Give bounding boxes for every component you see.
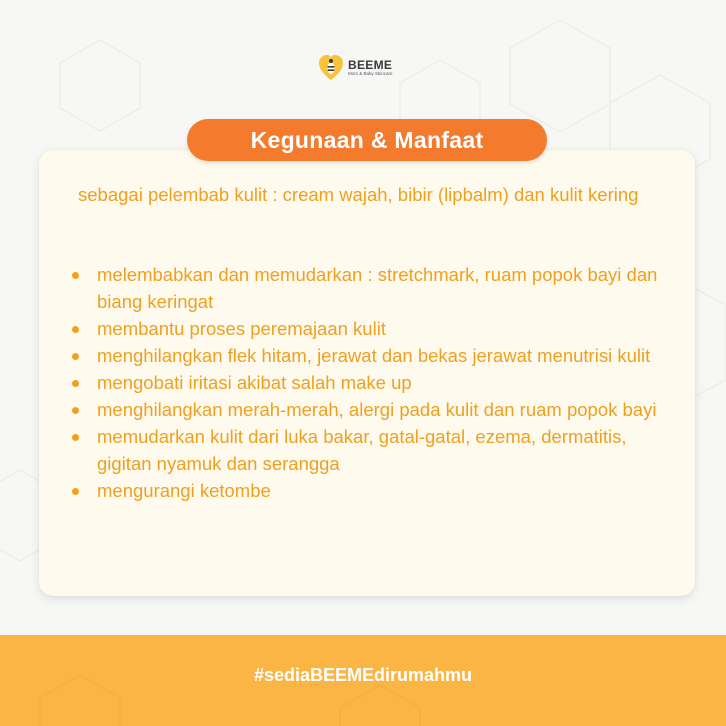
footer-banner [0, 635, 726, 726]
bullet-dot-icon [72, 434, 79, 441]
bullet-dot-icon [72, 326, 79, 333]
benefit-text: membantu proses peremajaan kulit [97, 318, 386, 339]
bullet-dot-icon [72, 353, 79, 360]
benefit-item [70, 261, 680, 315]
benefit-text: menghilangkan merah-merah, alergi pada kulit dan ruam popok bayi [97, 399, 657, 420]
bullet-dot-icon [72, 380, 79, 387]
benefits-list [70, 261, 680, 504]
brand-name: BEEME [348, 58, 393, 73]
benefit-item [70, 477, 680, 504]
benefit-item [70, 369, 680, 396]
brand-tagline: Mom & Baby Skincare [348, 71, 393, 77]
section-title: Kegunaan & Manfaat [250, 126, 484, 153]
benefit-text: melembabkan dan memudarkan : stretchmark, ruam popok bayi dan biang keringat [97, 264, 658, 312]
benefit-text: memudarkan kulit dari luka bakar, gatal-gatal, ezema, dermatitis, gigitan nyamuk dan serangga [97, 426, 627, 474]
intro-text: sebagai pelembab kulit : cream wajah, bibir (lipbalm) dan kulit kering [78, 184, 639, 205]
benefit-item [70, 342, 680, 369]
benefit-text: menghilangkan flek hitam, jerawat dan bekas jerawat menutrisi kulit [97, 345, 651, 366]
bee-heart-icon [318, 54, 344, 82]
benefit-text: mengurangi ketombe [97, 480, 271, 501]
brand-logo [318, 54, 393, 82]
benefit-item [70, 423, 680, 477]
bullet-dot-icon [72, 488, 79, 495]
bullet-dot-icon [72, 407, 79, 414]
section-title-badge [187, 119, 547, 161]
benefit-text: mengobati iritasi akibat salah make up [97, 372, 412, 393]
bullet-dot-icon [72, 272, 79, 279]
benefit-item [70, 315, 680, 342]
hashtag: #sediaBEEMEdirumahmu [253, 665, 473, 685]
benefit-item [70, 396, 680, 423]
